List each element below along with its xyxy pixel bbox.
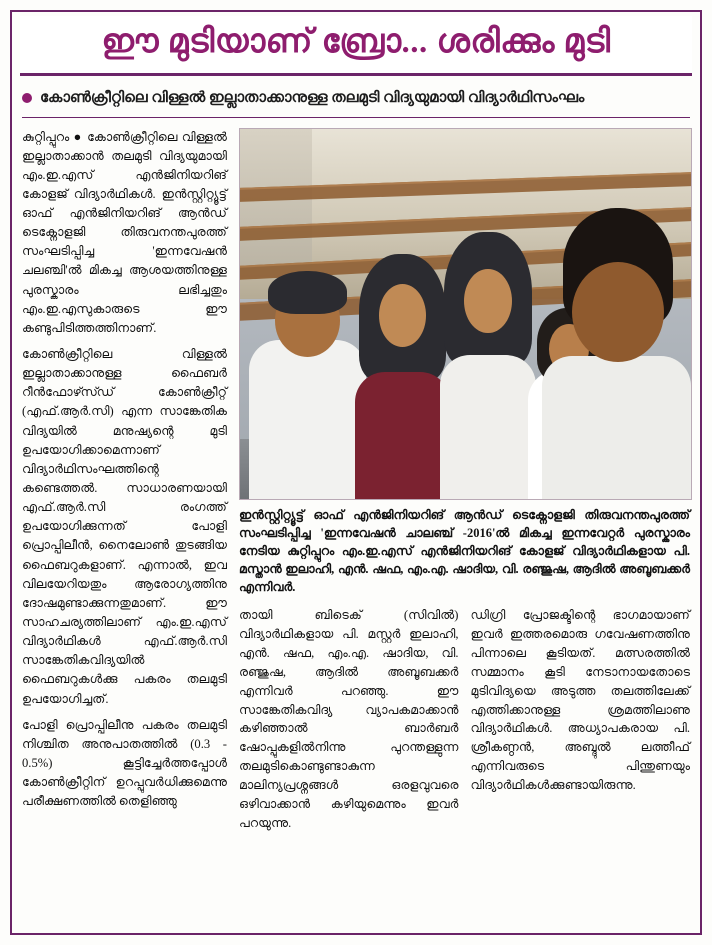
column-left: [22, 128, 227, 840]
article-body: [22, 128, 690, 840]
paragraph: പോളി പ്രൊപ്പിലീനു പകരം തലമുടി നിശ്ചിത അനുപാതത്തിൽ (0.3 - 0.5%) കൂട്ടിച്ചേർത്തപ്പോൾ കോൺക്രീറ്റിന് ഉറപ്പുവർധിക്കുമെന്നു പരീക്ഷണത്തിൽ തെളിഞ്ഞു: [22, 717, 227, 809]
column-mid-left: [239, 606, 459, 840]
lower-columns: [239, 606, 690, 840]
photo-person: [542, 203, 691, 499]
bullet-dot-icon: [22, 93, 32, 103]
photo-wall: [240, 129, 312, 277]
article-photo: [239, 128, 692, 500]
column-right: [239, 128, 690, 840]
headline-section: [20, 16, 692, 76]
subhead-section: [22, 88, 690, 117]
subhead-text: കോൺക്രീറ്റിലെ വിള്ളൽ ഇല്ലാതാക്കാനുള്ള തലമുടി വിദ്യയുമായി വിദ്യാർഥിസംഘം: [40, 90, 585, 107]
paragraph: ഡിഗ്രി പ്രോജക്ടിന്റെ ഭാഗമായാണ് ഇവർ ഇത്തരമൊരു ഗവേഷണത്തിനു പിന്നാലെ കൂടിയത്. മത്സരത്തിൽ സമ്മാനം കൂടി നേടാനായതോടെ മുടിവിദ്യയെ അടുത്ത തലത്തിലേക്ക് എത്തിക്കാനുള്ള ശ്രമത്തിലാണു വിദ്യാർഥികൾ. അധ്യാപകരായ പി. ശ്രീകണ്ഠൻ, അബ്ദുൽ ലത്തീഫ് എന്നിവരുടെ പിന്തുണയും വിദ്യാർഥികൾക്കുണ്ടായിരുന്നു.: [470, 608, 690, 793]
photo-person: [249, 284, 366, 499]
photo-person: [438, 232, 537, 498]
paragraph: കോൺക്രീറ്റിലെ വിള്ളൽ ഇല്ലാതാക്കാനുള്ള ഫൈബർ റീൻഫോഴ്സ്ഡ് കോൺക്രീറ്റ് (എഫ്.ആർ.സി) എന്ന സാങ്കേതിക വിദ്യയിൽ മനുഷ്യന്റെ മുടി ഉപയോഗിക്കാമെന്നാണ് വിദ്യാർഥിസംഘത്തിന്റെ കണ്ടെത്തൽ. സാധാരണയായി എഫ്.ആർ.സി രംഗത്ത് ഉപയോഗിക്കുന്നത് പോളി പ്രൊപ്പിലീൻ, നൈലോൺ തുടങ്ങിയ ഫൈബറുകളാണ്. എന്നാൽ, ഇവ വിലയേറിയതും ആരോഗ്യത്തിനു ദോഷമുണ്ടാക്കുന്നതുമാണ്. ഈ സാഹചര്യത്തിലാണ് എം.ഇ.എസ് വിദ്യാർഥികൾ എഫ്.ആർ.സി സാങ്കേതികവിദ്യയിൽ ഫൈബറുകൾക്കു പകരം തലമുടി ഉപയോഗിച്ചത്.: [22, 347, 227, 706]
page-title: ഈ മുടിയാണ് ബ്രോ... ശരിക്കും മുടി: [101, 24, 611, 60]
photo-caption: ഇൻസ്റ്റിറ്റ്യൂട്ട് ഓഫ് എൻജിനിയറിങ് ആൻഡ് ടെക്നോളജി തിരുവനന്തപുരത്ത് സംഘടിപ്പിച്ച 'ഇന്നവേഷൻ ചാലഞ്ച് -2016'ൽ മികച്ച ഇന്നവേറ്റർ പുരസ്കാരം നേടിയ കുറ്റിപ്പുറം എം.ഇ.എസ് എൻജിനിയറിങ് കോളജ് വിദ്യാർഥികളായ പി. മസ്താൻ ഇലാഹി, എൻ. ഷഫ, എം.എ. ഷാദിയ, വി. രഞ്ജുഷ, ആദിൽ അബൂബക്കർ എന്നിവർ.: [239, 507, 690, 594]
photo-person: [353, 254, 452, 498]
paragraph: തായി ബിടെക് (സിവിൽ) വിദ്യാർഥികളായ പി. മസ്റ്റർ ഇലാഹി, എൻ. ഷഫ, എം.എ. ഷാദിയ, വി. രഞ്ജുഷ, ആദിൽ അബൂബക്കർ എന്നിവർ പറഞ്ഞു. ഈ സാങ്കേതികവിദ്യ വ്യാപകമാക്കാൻ കഴിഞ്ഞാൽ ബാർബർ ഷോപ്പുകളിൽനിന്നു പുറന്തള്ളുന്ന തലമുടികൊണ്ടുണ്ടാകുന്ന മാലിന്യപ്രശ്നങ്ങൾ ഒരളവുവരെ ഒഴിവാക്കാൻ കഴിയുമെന്നും ഇവർ പറയുന്നു.: [239, 608, 459, 830]
paragraph: കുറ്റിപ്പുറം ● കോൺക്രീറ്റിലെ വിള്ളൽ ഇല്ലാതാക്കാൻ തലമുടി വിദ്യയുമായി എം.ഇ.എസ് എൻജിനിയറിങ് കോളജ് വിദ്യാർഥികൾ. ഇൻസ്റ്റിറ്റ്യൂട്ട് ഓഫ് എൻജിനിയറിങ് ആൻഡ് ടെക്നോളജി തിരുവനന്തപുരത്ത് സംഘടിപ്പിച്ച 'ഇന്നവേഷൻ ചലഞ്ചി'ൽ മികച്ച ആശയത്തിനുള്ള പുരസ്കാരം ലഭിച്ചതും എം.ഇ.എസുകാരുടെ ഈ കണ്ടുപിടിത്തത്തിനാണ്.: [22, 129, 227, 335]
column-mid-right: [471, 606, 691, 840]
